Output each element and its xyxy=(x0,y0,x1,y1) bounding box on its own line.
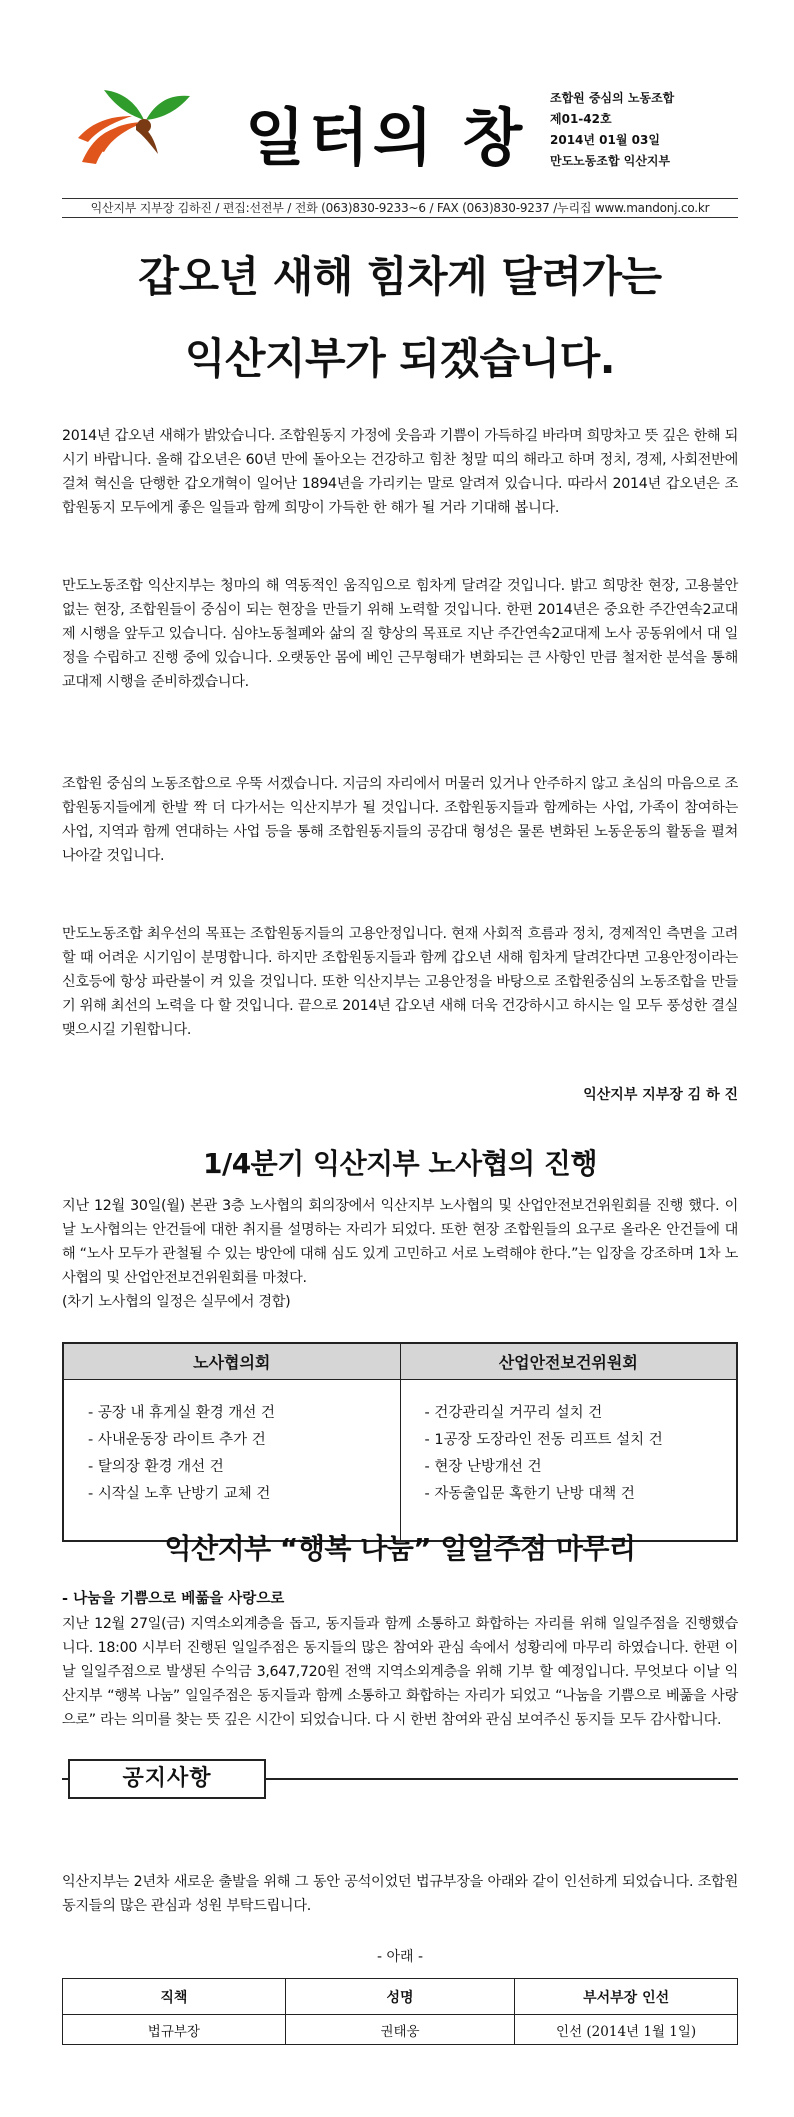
headline-line-2: 익산지부가 되겠습니다. xyxy=(184,334,616,383)
agenda-col-safety-committee xyxy=(400,1379,737,1541)
issue-publisher: 만도노동조합 익산지부 xyxy=(550,154,671,168)
agenda-item: - 1공장 도장라인 전동 리프트 설치 건 xyxy=(424,1431,663,1448)
appt-header-position: 직책 xyxy=(63,1979,286,2015)
appt-header-name: 성명 xyxy=(285,1979,515,2015)
agenda-item: - 건강관리실 거꾸리 설치 건 xyxy=(424,1404,603,1421)
article2-body: 지난 12월 30일(월) 본관 3층 노사협의 회의장에서 익산지부 노사협의 및 산업안전보건위원회를 진행 했다. 이날 노사협의는 안건들에 대한 취지를 설명하는 자리가 되었다. 또한 현장 조합원들의 요구로 올라온 안건들에 대해 “노사 모두가 관철될 수 있는 방안에 대해 심도 있게 고민하고 서로 노력해야 한다.”는 입장을 강조하며 1차 노사협의 및 산업안전보건위원회를 마쳤다. xyxy=(62,1198,738,1286)
appendix-label: - 아래 - xyxy=(376,1949,424,1965)
issue-slogan: 조합원 중심의 노동조합 xyxy=(550,91,675,105)
article3-subtitle: - 나눔을 기쁨으로 베풂을 사랑으로 xyxy=(62,1591,285,1607)
issue-date: 2014년 01월 03일 xyxy=(550,133,660,147)
headline-line-1: 갑오년 새해 힘차게 달려가는 xyxy=(138,252,662,301)
newsletter-title: 일터의 창 xyxy=(245,101,527,174)
main-headline xyxy=(62,236,738,400)
article1-paragraph-1: 2014년 갑오년 새해가 밝았습니다. 조합원동지 가정에 웃음과 기쁨이 가득하길 바라며 희망차고 뜻 깊은 한해 되시기 바랍니다. 올해 갑오년은 60년 만에 돌아오는 건강하고 힘찬 청말 띠의 해라고 하며 정치, 경제, 사회전반에 걸쳐 혁신을 단행한 갑오개혁이 일어난 1894년을 가리키는 말로 알려져 있습니다. 따라서 2014년 갑오년은 조합원동지 모두에게 좋은 일들과 함께 희망이 가득한 한 해가 될 거라 기대해 봅니다. xyxy=(62,428,738,516)
table-row xyxy=(63,2015,738,2045)
agenda-header-labor-management: 노사협의회 xyxy=(63,1343,400,1379)
agenda-header-safety-committee: 산업안전보건위원회 xyxy=(400,1343,737,1379)
notice-body: 익산지부는 2년차 새로운 출발을 위해 그 동안 공석이었던 법규부장을 아래와 같이 인선하게 되었습니다. 조합원동지들의 많은 관심과 성원 부탁드립니다. xyxy=(62,1874,738,1914)
union-logo-icon xyxy=(74,74,194,170)
issue-info xyxy=(550,88,674,172)
article1-signature: 익산지부 지부장 김 하 진 xyxy=(583,1087,738,1103)
article3-body: 지난 12월 27일(금) 지역소외계층을 돕고, 동지들과 함께 소통하고 화합하는 자리를 위해 일일주점을 진행했습니다. 18:00 시부터 진행된 일일주점은 동지들의 많은 참여와 관심 속에서 성황리에 마무리 하였습니다. 한편 이날 일일주점으로 발생된 수익금 3,647,720원 전액 지역소외계층을 위해 기부 할 예정입니다. 무엇보다 이날 익산지부 “행복 나눔” 일일주점은 동지들과 함께 소통하고 화합하는 자리가 되었고 “나눔을 기쁨으로 베풂을 사랑으로” 라는 의미를 찾는 뜻 깊은 시간이 되었습니다. 다 시 한번 참여와 관심 보여주신 동지들 모두 감사합니다. xyxy=(62,1616,738,1728)
masthead xyxy=(60,40,750,174)
agenda-item: - 사내운동장 라이트 추가 건 xyxy=(88,1431,266,1448)
article2-title: 1/4분기 익산지부 노사협의 진행 xyxy=(202,1147,597,1180)
agenda-item: - 시작실 노후 난방기 교체 건 xyxy=(88,1485,271,1502)
article1-paragraph-2: 만도노동조합 익산지부는 청마의 해 역동적인 움직임으로 힘차게 달려갈 것입니다. 밝고 희망찬 현장, 고용불안 없는 현장, 조합원들이 중심이 되는 현장을 만들기 위해 노력할 것입니다. 한편 2014년은 중요한 주간연속2교대제 시행을 앞두고 있습니다. 심야노동철폐와 삶의 질 향상의 목표로 지난 주간연속2교대제 노사 공동위에서 대 일정을 수립하고 진행 중에 있습니다. 오랫동안 몸에 베인 근무형태가 변화되는 큰 사항인 만큼 철저한 분석을 통해 교대제 시행을 준비하겠습니다. xyxy=(62,578,738,690)
agenda-item: - 자동출입문 혹한기 난방 대책 건 xyxy=(424,1485,635,1502)
appt-header-appointment: 부서부장 인선 xyxy=(515,1979,738,2015)
contact-bar: 익산지부 지부장 김하진 / 편집:선전부 / 전화 (063)830-9233~6 / FAX (063)830-9237 /누리집 www.mandonj.co.kr xyxy=(62,198,738,218)
article3-title: 익산지부 “행복 나눔” 일일주점 마무리 xyxy=(164,1532,636,1565)
issue-number: 제01-42호 xyxy=(550,112,612,126)
appt-position: 법규부장 xyxy=(63,2015,286,2045)
article2-note: (차기 노사협의 일정은 실무에서 경합) xyxy=(62,1294,291,1310)
agenda-table xyxy=(62,1342,738,1542)
notice-title: 공지사항 xyxy=(68,1759,266,1799)
article1-paragraph-4: 만도노동조합 최우선의 목표는 조합원동지들의 고용안정입니다. 현재 사회적 흐름과 정치, 경제적인 측면을 고려할 때 어려운 시기임이 분명합니다. 하지만 조합원동지들과 함께 갑오년 새해 힘차게 달려간다면 고용안정이라는 신호등에 항상 파란불이 켜 있을 것입니다. 또한 익산지부는 고용안정을 바탕으로 조합원중심의 노동조합을 만들기 위해 최선의 노력을 다 할 것입니다. 끝으로 2014년 갑오년 새해 더욱 건강하시고 하시는 일 모두 풍성한 결실 맺으시길 기원합니다. xyxy=(62,926,738,1038)
agenda-item: - 현장 난방개선 건 xyxy=(424,1458,542,1475)
agenda-item: - 탈의장 환경 개선 건 xyxy=(88,1458,224,1475)
agenda-col-labor-management xyxy=(63,1379,400,1541)
agenda-item: - 공장 내 휴게실 환경 개선 건 xyxy=(88,1404,275,1421)
appt-name: 권태웅 xyxy=(285,2015,515,2045)
appt-date: 인선 (2014년 1월 1일) xyxy=(515,2015,738,2045)
appointment-table xyxy=(62,1978,738,2045)
article1-paragraph-3: 조합원 중심의 노동조합으로 우뚝 서겠습니다. 지금의 자리에서 머물러 있거나 안주하지 않고 초심의 마음으로 조합원동지들에게 한발 짝 더 다가서는 익산지부가 될 것입니다. 조합원동지들과 함께하는 사업, 가족이 참여하는 사업, 지역과 함께 연대하는 사업 등을 통해 조합원동지들의 공감대 형성은 물론 변화된 노동운동의 활동을 펼쳐 나아갈 것입니다. xyxy=(62,776,738,864)
